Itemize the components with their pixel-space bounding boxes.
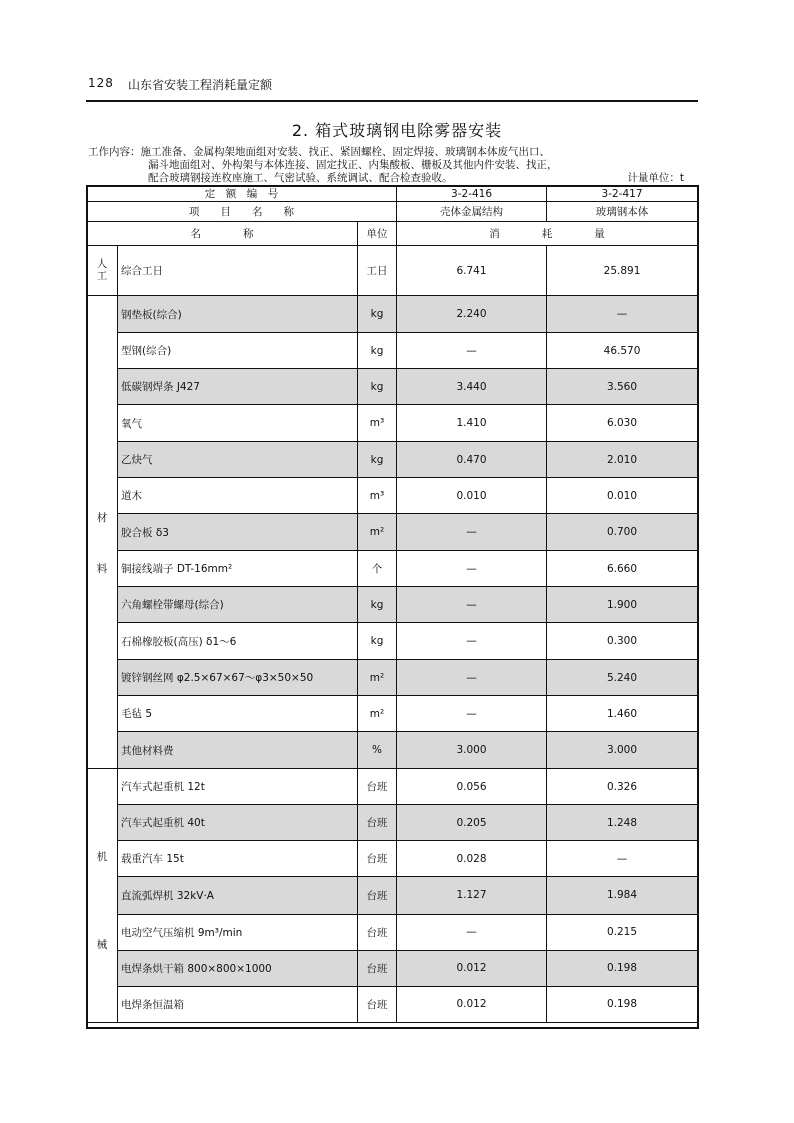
row-name: 乙炔气: [118, 442, 358, 478]
row-name: 综合工日: [118, 246, 358, 296]
row-value-2: —: [547, 841, 698, 877]
work-content-line-3: 配合玻璃钢接连枚座施工、气密试验、系统调试、配合检查验收。: [148, 172, 453, 184]
row-value-1: 0.012: [397, 950, 547, 986]
quota-code-label: 定 额 编 号: [87, 186, 397, 202]
row-value-1: —: [397, 514, 547, 551]
row-value-1: —: [397, 660, 547, 696]
row-unit: 台班: [358, 877, 397, 914]
material-row: [87, 696, 698, 732]
row-value-2: 0.300: [547, 623, 698, 660]
work-content-label: 工作内容：: [88, 146, 141, 158]
row-value-1: 0.470: [397, 442, 547, 478]
machinery-row: [87, 877, 698, 914]
row-value-2: —: [547, 296, 698, 333]
material-row: [87, 587, 698, 623]
machinery-row: [87, 841, 698, 877]
row-name: 汽车式起重机 12t: [118, 769, 358, 805]
page-header: [88, 76, 698, 100]
row-unit: m³: [358, 405, 397, 442]
row-unit: 台班: [358, 986, 397, 1022]
row-unit: 台班: [358, 914, 397, 950]
row-unit: kg: [358, 296, 397, 333]
row-value-2: 6.660: [547, 551, 698, 587]
row-unit: kg: [358, 442, 397, 478]
work-content-line-1: 工作内容：施工准备、金属构架地面组对安装、找正、紧固螺栓、固定焊接、玻璃钢本体废气出口、: [88, 146, 550, 158]
row-unit: 个: [358, 551, 397, 587]
row-unit: kg: [358, 587, 397, 623]
row-value-2: 3.560: [547, 369, 698, 405]
row-value-2: 2.010: [547, 442, 698, 478]
row-name: 氧气: [118, 405, 358, 442]
row-name: 六角螺栓带螺母(综合): [118, 587, 358, 623]
item-name-1: 壳体金属结构: [397, 202, 547, 222]
row-name: 型钢(综合): [118, 333, 358, 369]
quota-code-1: 3-2-416: [397, 186, 547, 202]
row-name: 电焊条恒温箱: [118, 986, 358, 1022]
row-value-2: 5.240: [547, 660, 698, 696]
row-value-1: 0.012: [397, 986, 547, 1022]
category-machinery-top: 机: [96, 851, 108, 863]
page-number: 128: [88, 76, 114, 90]
row-value-1: —: [397, 333, 547, 369]
row-value-2: 0.010: [547, 478, 698, 514]
quota-code-2: 3-2-417: [547, 186, 698, 202]
machinery-row: [87, 986, 698, 1022]
row-value-1: 0.028: [397, 841, 547, 877]
material-row: [87, 551, 698, 587]
row-unit: 台班: [358, 769, 397, 805]
work-content-line-2: 漏斗地面组对、外构架与本体连接、固定找正、内集酸板、栅板及其他内件安装、找正，: [148, 159, 558, 171]
material-row: [87, 478, 698, 514]
row-name: 石棉橡胶板(高压) δ1～6: [118, 623, 358, 660]
category-labor: 人工: [87, 246, 118, 296]
row-value-1: 3.000: [397, 732, 547, 769]
row-unit: 台班: [358, 950, 397, 986]
row-value-1: 6.741: [397, 246, 547, 296]
row-unit: kg: [358, 369, 397, 405]
row-unit: kg: [358, 333, 397, 369]
row-name: 胶合板 δ3: [118, 514, 358, 551]
row-unit: m³: [358, 478, 397, 514]
machinery-row: [87, 950, 698, 986]
item-name-2: 玻璃钢本体: [547, 202, 698, 222]
row-unit: m²: [358, 696, 397, 732]
row-name: 直流弧焊机 32kV·A: [118, 877, 358, 914]
material-row: [87, 623, 698, 660]
book-title: 山东省安装工程消耗量定额: [128, 78, 273, 92]
row-name: 铜接线端子 DT-16mm²: [118, 551, 358, 587]
material-row: [87, 514, 698, 551]
category-machinery: [87, 769, 118, 1023]
row-value-2: 0.198: [547, 950, 698, 986]
machinery-row: [87, 769, 698, 805]
column-header-name: 名 称: [87, 222, 358, 246]
column-header-row: [87, 222, 698, 246]
material-row: [87, 333, 698, 369]
row-value-1: 0.056: [397, 769, 547, 805]
category-materials-bottom: 料: [96, 563, 108, 575]
row-value-2: 1.984: [547, 877, 698, 914]
material-row: [87, 405, 698, 442]
row-unit: m²: [358, 660, 397, 696]
category-machinery-bottom: 械: [96, 939, 108, 951]
row-name: 低碳钢焊条 J427: [118, 369, 358, 405]
machinery-row: [87, 914, 698, 950]
item-name-row: [87, 202, 698, 222]
machinery-row: [87, 805, 698, 841]
material-row: [87, 442, 698, 478]
row-name: 电焊条烘干箱 800×800×1000: [118, 950, 358, 986]
section-title: 2. 箱式玻璃钢电除雾器安装: [291, 121, 503, 140]
row-value-1: —: [397, 587, 547, 623]
row-value-2: 1.900: [547, 587, 698, 623]
row-value-2: 0.326: [547, 769, 698, 805]
row-name: 载重汽车 15t: [118, 841, 358, 877]
row-name: 汽车式起重机 40t: [118, 805, 358, 841]
row-name: 电动空气压缩机 9m³/min: [118, 914, 358, 950]
quota-code-row: [87, 186, 698, 202]
category-materials: [87, 296, 118, 769]
row-value-2: 3.000: [547, 732, 698, 769]
row-value-2: 25.891: [547, 246, 698, 296]
row-value-1: —: [397, 696, 547, 732]
measurement-unit: 计量单位：t: [627, 172, 684, 184]
row-value-2: 6.030: [547, 405, 698, 442]
row-value-1: 3.440: [397, 369, 547, 405]
row-name: 道木: [118, 478, 358, 514]
row-name: 镀锌钢丝网 φ2.5×67×67～φ3×50×50: [118, 660, 358, 696]
material-row: [87, 732, 698, 769]
row-unit: kg: [358, 623, 397, 660]
row-value-1: 1.410: [397, 405, 547, 442]
row-unit: 台班: [358, 841, 397, 877]
row-value-1: —: [397, 623, 547, 660]
row-unit: 台班: [358, 805, 397, 841]
row-unit: 工日: [358, 246, 397, 296]
row-value-1: 1.127: [397, 877, 547, 914]
row-value-1: 0.010: [397, 478, 547, 514]
category-materials-top: 材: [96, 512, 108, 524]
column-header-consumption: 消 耗 量: [397, 222, 698, 246]
row-value-1: —: [397, 551, 547, 587]
column-header-unit: 单位: [358, 222, 397, 246]
material-row: [87, 369, 698, 405]
row-value-2: 0.215: [547, 914, 698, 950]
material-row: [87, 296, 698, 333]
row-value-1: 0.205: [397, 805, 547, 841]
row-value-1: —: [397, 914, 547, 950]
row-value-2: 0.700: [547, 514, 698, 551]
row-value-2: 1.460: [547, 696, 698, 732]
labor-row: [87, 246, 698, 296]
row-value-2: 0.198: [547, 986, 698, 1022]
row-name: 其他材料费: [118, 732, 358, 769]
row-value-1: 2.240: [397, 296, 547, 333]
header-rule: [86, 100, 698, 102]
row-name: 钢垫板(综合): [118, 296, 358, 333]
row-unit: %: [358, 732, 397, 769]
quota-table: [86, 185, 698, 1023]
material-row: [87, 660, 698, 696]
row-name: 毛毡 5: [118, 696, 358, 732]
item-label: 项 目 名 称: [87, 202, 397, 222]
row-unit: m²: [358, 514, 397, 551]
row-value-2: 46.570: [547, 333, 698, 369]
row-value-2: 1.248: [547, 805, 698, 841]
